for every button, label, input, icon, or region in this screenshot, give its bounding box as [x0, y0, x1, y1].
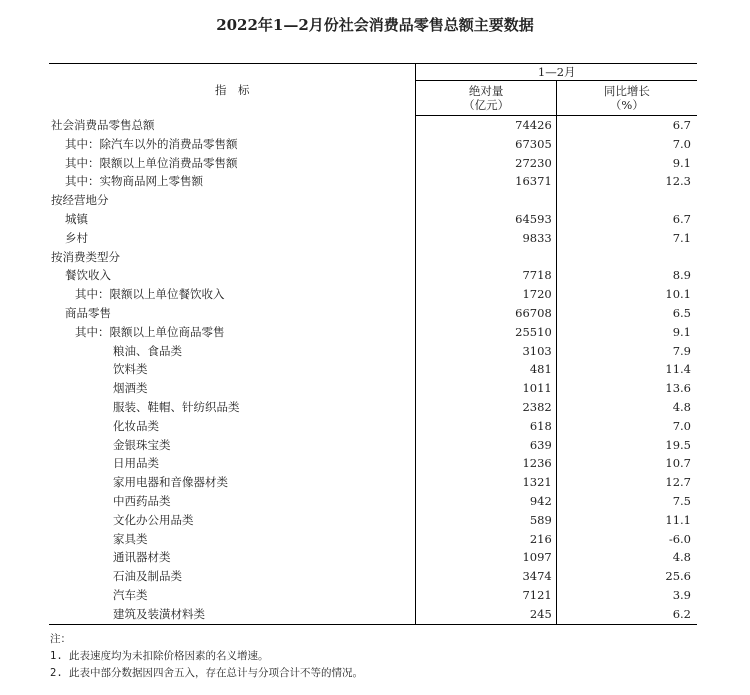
- table-row: [49, 473, 697, 492]
- row-absolute-value: 3474: [416, 567, 556, 586]
- row-growth: 25.6: [556, 567, 697, 586]
- table-row: [49, 285, 697, 304]
- row-growth: 7.9: [556, 342, 697, 361]
- row-growth: 4.8: [556, 548, 697, 567]
- row-growth: 6.5: [556, 304, 697, 323]
- row-indicator: 通讯器材类: [113, 550, 171, 565]
- row-indicator: 饮料类: [113, 362, 148, 377]
- row-absolute-value: 67305: [416, 135, 556, 154]
- row-indicator: 化妆品类: [113, 418, 159, 433]
- table-row: [49, 586, 697, 605]
- row-indicator: 日用品类: [113, 456, 159, 471]
- table-row: [49, 605, 697, 624]
- table-row: [49, 172, 697, 191]
- row-growth: 10.7: [556, 454, 697, 473]
- table-row: [49, 492, 697, 511]
- row-growth: 4.8: [556, 398, 697, 417]
- row-absolute-value: 7718: [416, 266, 556, 285]
- growth-unit: （%）: [609, 98, 644, 112]
- row-growth: 3.9: [556, 586, 697, 605]
- row-growth: 19.5: [556, 436, 697, 455]
- row-growth: 6.7: [556, 210, 697, 229]
- row-growth: 7.0: [556, 135, 697, 154]
- row-growth: -6.0: [556, 530, 697, 549]
- absolute-value-header: [416, 81, 556, 116]
- row-indicator: 烟酒类: [113, 381, 148, 396]
- row-growth: 9.1: [556, 323, 697, 342]
- row-absolute-value: 74426: [416, 116, 556, 135]
- table-row: [49, 417, 697, 436]
- row-indicator: 汽车类: [113, 587, 148, 602]
- row-growth: 11.1: [556, 511, 697, 530]
- row-growth: [556, 191, 697, 210]
- table-row: [49, 248, 697, 267]
- table-body: [49, 116, 697, 625]
- row-growth: 12.7: [556, 473, 697, 492]
- row-indicator: 乡村: [65, 230, 88, 245]
- row-absolute-value: 9833: [416, 229, 556, 248]
- row-indicator: 文化办公用品类: [113, 512, 194, 527]
- row-growth: 6.7: [556, 116, 697, 135]
- row-indicator: 服装、鞋帽、针纺织品类: [113, 399, 240, 414]
- row-indicator: 家用电器和音像器材类: [113, 475, 228, 490]
- row-growth: 7.0: [556, 417, 697, 436]
- table-row: [49, 304, 697, 323]
- table-row: [49, 154, 697, 173]
- table-row: [49, 398, 697, 417]
- notes-label: 注：: [50, 633, 71, 645]
- row-absolute-value: 64593: [416, 210, 556, 229]
- row-absolute-value: 2382: [416, 398, 556, 417]
- absolute-value-label: 绝对量: [468, 84, 504, 98]
- absolute-value-unit: （亿元）: [463, 98, 510, 112]
- row-absolute-value: 639: [416, 436, 556, 455]
- row-absolute-value: 245: [416, 605, 556, 624]
- row-absolute-value: 66708: [416, 304, 556, 323]
- row-growth: 13.6: [556, 379, 697, 398]
- row-growth: 6.2: [556, 605, 697, 624]
- table-row: [49, 116, 697, 135]
- row-growth: [556, 248, 697, 267]
- row-indicator: 家具类: [113, 531, 148, 546]
- row-indicator: 石油及制品类: [113, 569, 182, 584]
- row-growth: 7.5: [556, 492, 697, 511]
- row-absolute-value: 589: [416, 511, 556, 530]
- row-indicator: 城镇: [65, 211, 88, 226]
- table-row: [49, 379, 697, 398]
- row-absolute-value: [416, 248, 556, 267]
- note-item-1: 1. 此表速度均为未扣除价格因素的名义增速。: [50, 650, 269, 662]
- row-indicator: 社会消费品零售总额: [51, 117, 155, 132]
- table-row: [49, 342, 697, 361]
- row-indicator: 其中：实物商品网上零售额: [65, 174, 203, 189]
- row-absolute-value: 216: [416, 530, 556, 549]
- row-absolute-value: 27230: [416, 154, 556, 173]
- row-absolute-value: 1321: [416, 473, 556, 492]
- row-indicator: 商品零售: [65, 305, 111, 320]
- indicator-header: 指 标: [49, 64, 416, 116]
- row-indicator: 其中：除汽车以外的消费品零售额: [65, 136, 238, 151]
- row-indicator: 按经营地分: [51, 193, 109, 208]
- row-indicator: 其中：限额以上单位消费品零售额: [65, 155, 238, 170]
- row-indicator: 建筑及装潢材料类: [49, 605, 416, 624]
- row-absolute-value: 1720: [416, 285, 556, 304]
- row-growth: 12.3: [556, 172, 697, 191]
- row-indicator: 中西药品类: [113, 493, 171, 508]
- table-header-row-1: [49, 64, 697, 81]
- growth-header: [556, 81, 697, 116]
- table-row: [49, 548, 697, 567]
- table-row: [49, 567, 697, 586]
- table-row: [49, 360, 697, 379]
- row-indicator: 餐饮收入: [65, 268, 111, 283]
- table-row: [49, 266, 697, 285]
- table-row: [49, 191, 697, 210]
- row-absolute-value: 618: [416, 417, 556, 436]
- row-growth: 11.4: [556, 360, 697, 379]
- table-row: [49, 323, 697, 342]
- row-absolute-value: 1236: [416, 454, 556, 473]
- row-indicator: 粮油、食品类: [113, 343, 182, 358]
- row-growth: 9.1: [556, 154, 697, 173]
- table-row: [49, 210, 697, 229]
- note-item-2: 2. 此表中部分数据因四舍五入，存在总计与分项合计不等的情况。: [50, 667, 363, 679]
- row-indicator: 按消费类型分: [51, 249, 120, 264]
- row-absolute-value: 16371: [416, 172, 556, 191]
- row-absolute-value: 7121: [416, 586, 556, 605]
- row-growth: 7.1: [556, 229, 697, 248]
- table-row: [49, 229, 697, 248]
- period-header: 1—2月: [416, 64, 697, 81]
- row-indicator: 其中：限额以上单位商品零售: [75, 324, 225, 339]
- notes: [50, 631, 363, 682]
- page-title: 2022年1—2月份社会消费品零售总额主要数据: [216, 16, 534, 34]
- row-absolute-value: [416, 191, 556, 210]
- growth-label: 同比增长: [603, 84, 650, 98]
- row-absolute-value: 25510: [416, 323, 556, 342]
- row-growth: 8.9: [556, 266, 697, 285]
- retail-sales-table: [49, 63, 697, 625]
- table-row: [49, 530, 697, 549]
- row-absolute-value: 1097: [416, 548, 556, 567]
- table-row: [49, 135, 697, 154]
- table-row: [49, 436, 697, 455]
- row-indicator: 金银珠宝类: [113, 437, 171, 452]
- table-row: [49, 511, 697, 530]
- row-indicator: 其中：限额以上单位餐饮收入: [75, 287, 225, 302]
- row-growth: 10.1: [556, 285, 697, 304]
- row-absolute-value: 3103: [416, 342, 556, 361]
- row-absolute-value: 1011: [416, 379, 556, 398]
- row-absolute-value: 481: [416, 360, 556, 379]
- table-row: [49, 454, 697, 473]
- row-absolute-value: 942: [416, 492, 556, 511]
